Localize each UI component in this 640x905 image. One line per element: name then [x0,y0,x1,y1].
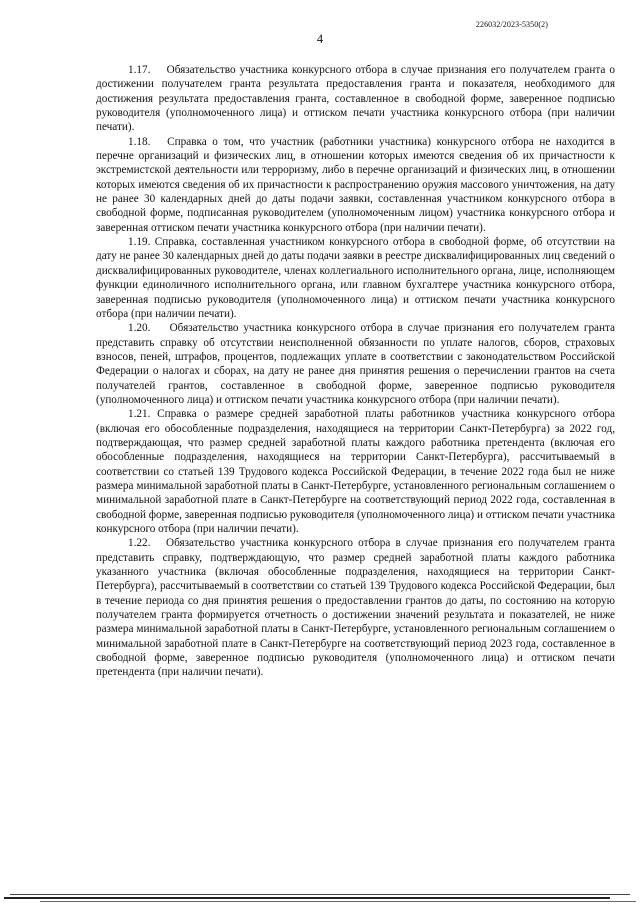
scan-edge-line [10,894,630,895]
paragraph-1-19: 1.19. Справка, составленная участником конкурсного отбора в свободной форме, об отсутствии на дату не ранее 30 календарных дней до даты подачи заявки в реестре дисквалифицированных лиц сведений о дисквалифицированных руководителе, членах коллегиального исполнительного органа, лице, исполняющем функции единоличного исполнительного органа, или главном бухгалтере участника конкурсного отбора, заверенная подписью руководителя (уполномоченного лица) и оттиском печати участника конкурсного отбора (при наличии печати). [96,236,615,320]
paragraph-1-18: 1.18. Справка о том, что участник (работники участника) конкурсного отбора не находится в перечне организаций и физических лиц, в отношении которых имеются сведения об их причастности к экстремистской деятельности или терроризму, либо в перечне организаций и физических лиц, в отношении которых имеются сведения об их причастности к распространению оружия массового уничтожения, на дату не ранее 30 календарных дней до даты подачи заявки, составленная участником конкурсного отбора в свободной форме, подписанная руководителем (уполномоченным лицом) участника конкурсного отбора и заверенная оттиском печати участника конкурсного отбора (при наличии печати). [96,135,615,234]
paragraph-1-20: 1.20. Обязательство участника конкурсного отбора в случае признания его получателем гранта представить справку об отсутствии неисполненной обязанности по уплате налогов, сборов, страховых взносов, пеней, штрафов, процентов, подлежащих уплате в соответствии с законодательством Российской Федерации о налогах и сборах, на дату не ранее дня принятия решения о перечислении грантов на счета получателей грантов, составленное в свободной форме, заверенное подписью руководителя (уполномоченного лица) и оттиском печати участника конкурсного отбора (при наличии печати). [96,322,615,406]
paragraph-1-22: 1.22. Обязательство участника конкурсного отбора в случае признания его получателем гранта представить справку, подтверждающую, что размер средней заработной платы каждого работника указанного участника (включая обособленные подразделения, находящиеся на территории Санкт-Петербурга), рассчитываемый в соответствии со статьей 139 Трудового кодекса Российской Федерации, был в течение периода со дня принятия решения о предоставлении грантов до даты, по состоянию на которую получателем гранта формируется отчетность о достижении значений результата и показателей, не ниже размера минимальной заработной платы в Санкт-Петербурге, установленного региональным соглашением о минимальной заработной плате в Санкт-Петербурге на соответствующий период 2023 года, составленное в свободной форме, заверенное подписью руководителя (уполномоченного лица) и оттиском печати претендента (при наличии печати). [96,537,615,679]
paragraph-1-17: 1.17. Обязательство участника конкурсного отбора в случае признания его получателем гранта о достижении получателем гранта результата предоставления гранта и показателя, необходимого для достижения результата предоставления гранта, составленное в свободной форме, заверенное подписью руководителя (уполномоченного лица) и оттиском печати участника конкурсного отбора (при наличии печати). [96,64,615,134]
scan-edge-line [40,901,636,902]
scan-edge-line [4,897,610,899]
page-number: 4 [316,32,324,46]
document-body [96,63,615,680]
document-number: 226032/2023-5350(2) [475,20,548,29]
paragraph-1-21: 1.21. Справка о размере средней заработной платы работников участника конкурсного отбора (включая его обособленные подразделения, находящиеся на территории Санкт-Петербурга) за 2022 год, подтверждающая, что размер средней заработной платы каждого работника претендента (включая его обособленные подразделения, находящиеся на территории Санкт-Петербурга), рассчитываемый в соответствии со статьей 139 Трудового кодекса Российской Федерации, в течение 2022 года был не ниже размера минимальной заработной платы в Санкт-Петербурге, установленного региональным соглашением о минимальной заработной плате в Санкт-Петербурге на соответствующий период 2022 года, составленная в свободной форме, заверенная подписью руководителя (уполномоченного лица) и оттиском печати участника конкурсного отбора (при наличии печати). [96,408,615,535]
